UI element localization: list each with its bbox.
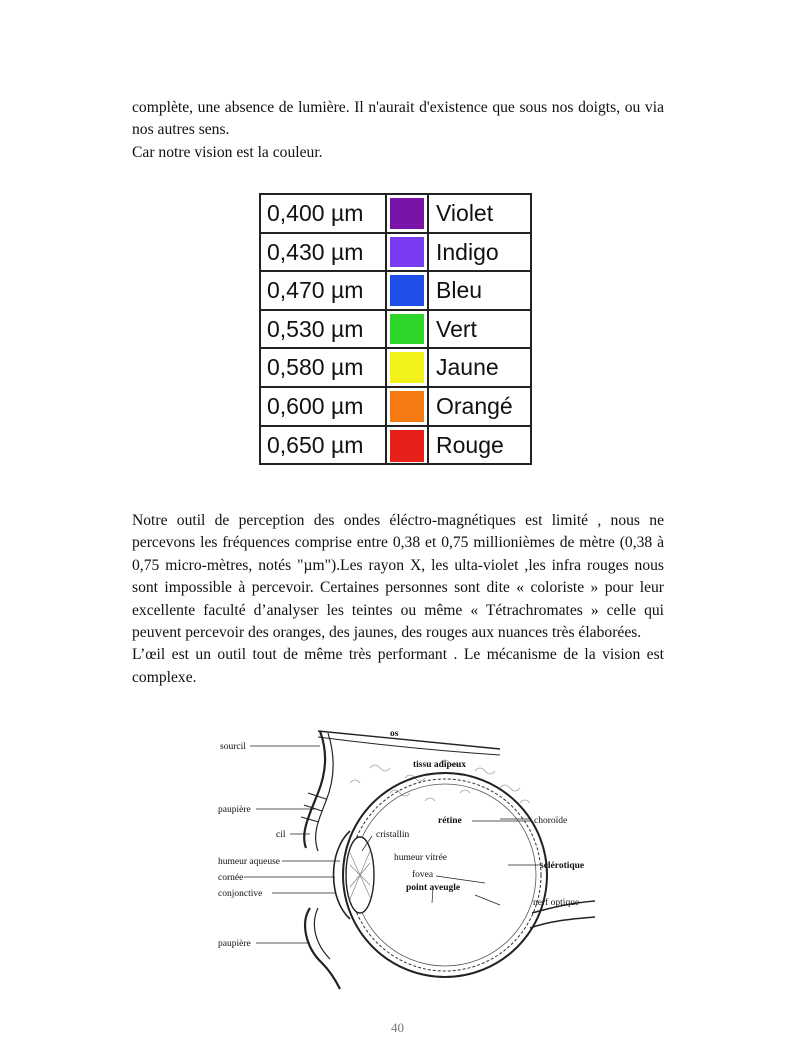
label-os: os <box>390 729 399 739</box>
color-name-cell: Bleu <box>436 277 483 304</box>
eye-anatomy-diagram <box>200 723 595 993</box>
label-nerf-optique: nerf optique <box>533 898 580 908</box>
color-name-cell: Orangé <box>436 393 513 419</box>
wavelength-cell: 0,400 µm <box>261 195 387 232</box>
choroid-circle <box>349 779 541 971</box>
label-paupiere-top: paupière <box>218 805 251 815</box>
upper-lid-outline <box>304 731 325 848</box>
color-name-cell: Rouge <box>436 431 504 458</box>
intro-line-1: complète, une absence de lumière. Il n'aurait d'existence que sous nos doigts, ou via nos autres sens. <box>132 99 664 139</box>
eyelash-icon <box>301 793 326 822</box>
retina-circle <box>354 784 536 966</box>
table-row <box>261 234 530 273</box>
page-number: 40 <box>391 1020 404 1035</box>
table-row <box>261 272 530 311</box>
wavelength-cell: 0,470 µm <box>261 272 387 309</box>
body-text <box>132 510 664 689</box>
color-swatch <box>387 272 429 309</box>
label-leader-lines <box>244 746 540 943</box>
color-name-cell: Jaune <box>436 354 499 381</box>
table-row <box>261 427 530 466</box>
color-name-cell: Violet <box>436 200 494 226</box>
wavelength-color-table <box>259 193 532 465</box>
label-humeur-vitree: humeur vitrée <box>394 853 448 863</box>
paragraph-perception: Notre outil de perception des ondes éléctro-magnétiques est limité , nous ne percevons les fréquences comprise entre 0,38 et 0,75 millionièmes de mètre (0,38 à 0,75 micro-mètres, notés "µm").Les rayon X, les ulta-violet ,les infra rouges nous sont impossible à percevoir. Certaines personnes sont dite « coloriste » pour leur excellente faculté d’analyser les teintes ou même « Tétrachromates » celle qui peuvent percevoir des oranges, des jaunes, des rouges aux nuances très élaborées. <box>132 512 664 642</box>
intro-text <box>132 97 664 164</box>
label-fovea: fovea <box>412 870 434 880</box>
color-swatch <box>387 234 429 271</box>
label-choroide: choroïde <box>534 816 568 826</box>
label-humeur-aqueuse: humeur aqueuse <box>218 857 280 867</box>
color-name-cell: Vert <box>436 315 477 342</box>
color-name-cell: Indigo <box>436 238 499 265</box>
wavelength-cell: 0,650 µm <box>261 427 387 466</box>
color-swatch <box>387 427 429 466</box>
label-cil: cil <box>276 830 286 840</box>
wavelength-cell: 0,530 µm <box>261 311 387 348</box>
label-cristallin: cristallin <box>376 830 410 840</box>
color-swatch <box>387 349 429 386</box>
color-swatch <box>387 311 429 348</box>
table-row <box>261 349 530 388</box>
label-paupiere-bottom: paupière <box>218 939 251 949</box>
table-row <box>261 388 530 427</box>
paragraph-eye: L’œil est un outil tout de même très performant . Le mécanisme de la vision est complexe. <box>132 646 664 686</box>
lower-lid-outline <box>305 908 340 989</box>
label-tissu-adipeux: tissu adipeux <box>413 760 467 770</box>
label-conjonctive: conjonctive <box>218 889 263 899</box>
label-sourcil: sourcil <box>220 742 246 752</box>
wavelength-cell: 0,600 µm <box>261 388 387 425</box>
intro-line-2: Car notre vision est la couleur. <box>132 143 323 161</box>
color-swatch <box>387 195 429 232</box>
table-row <box>261 195 530 234</box>
label-point-aveugle: point aveugle <box>406 883 461 893</box>
wavelength-cell: 0,430 µm <box>261 234 387 271</box>
wavelength-cell: 0,580 µm <box>261 349 387 386</box>
label-cornee: cornée <box>218 873 244 883</box>
table-row <box>261 311 530 350</box>
lower-lid-inner <box>314 908 330 959</box>
label-sclerotique: sclérotique <box>540 861 585 871</box>
label-retine: rétine <box>438 816 462 826</box>
color-swatch <box>387 388 429 425</box>
